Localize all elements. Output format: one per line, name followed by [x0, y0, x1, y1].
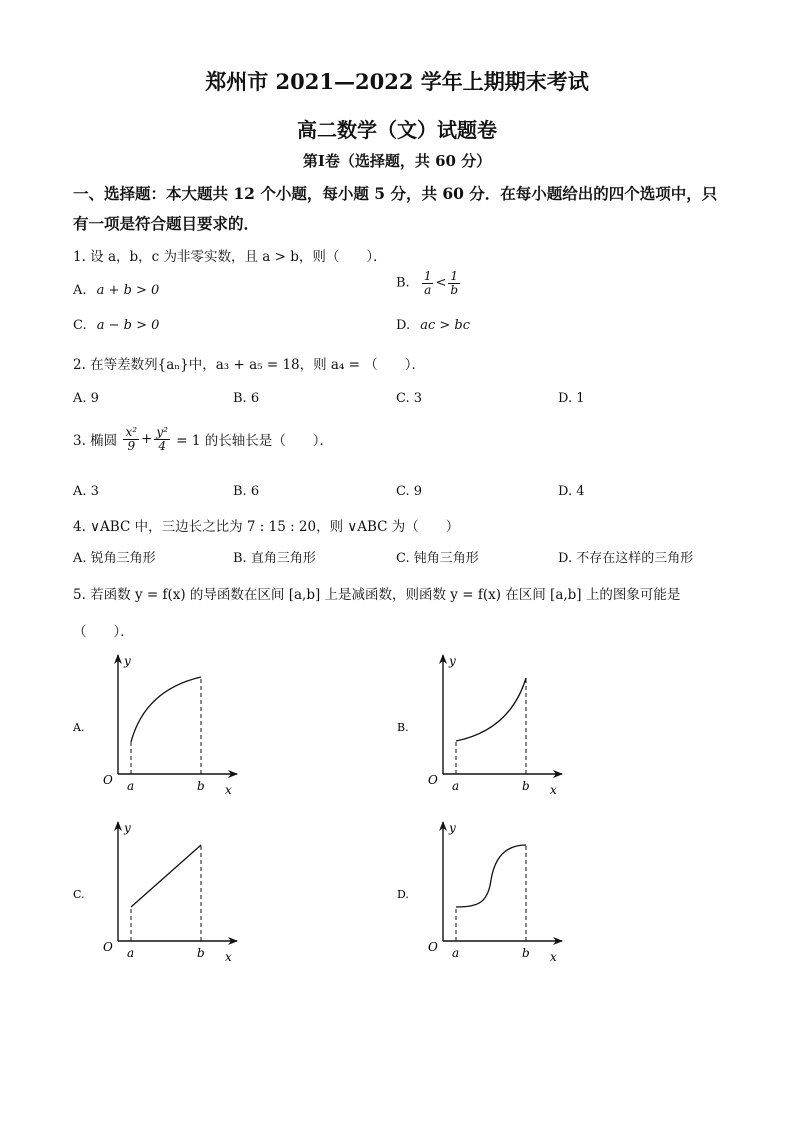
y-label: y: [449, 654, 456, 668]
graph-d-label: D.: [397, 888, 409, 901]
exam-subtitle: 高二数学（文）试题卷: [297, 118, 497, 142]
q4-option-c: C. 钝角三角形: [396, 551, 479, 566]
graph-b: [397, 654, 562, 797]
q1-option-d-label: D.: [396, 318, 411, 333]
q1-option-a-text: a + b > 0: [96, 283, 160, 298]
origin-label: O: [103, 773, 113, 787]
question-5-stem-line2: （ ）．: [73, 624, 134, 640]
q3-option-d: D. 4: [558, 484, 585, 499]
origin-label: O: [428, 773, 438, 787]
q3-option-b: B. 6: [233, 484, 260, 499]
graph-a-label: A.: [73, 721, 85, 734]
exam-title: 郑州市 2021—2022 学年上期期末考试: [205, 69, 589, 94]
q2-option-c: C. 3: [396, 391, 423, 406]
part-heading: 第Ⅰ卷（选择题，共 60 分）: [302, 152, 492, 170]
b-label: b: [197, 946, 205, 960]
graph-a-curve: [131, 677, 201, 742]
x-label: x: [225, 783, 232, 797]
section-instruction-line1: 一、选择题：本大题共 12 个小题，每小题 5 分，共 60 分．在每小题给出的四个选项中，只: [73, 184, 718, 203]
x-label: x: [550, 950, 557, 964]
section-instruction-line2: 有一项是符合题目要求的．: [73, 214, 260, 233]
q1-option-b-label: B.: [396, 275, 410, 291]
question-4-stem: 4. ∨ABC 中，三边长之比为 7 : 15 : 20，则 ∨ABC 为（ ）: [73, 519, 460, 535]
graph-b-curve: [456, 678, 526, 741]
q2-option-b: B. 6: [233, 391, 260, 406]
b-label: b: [522, 779, 530, 793]
graph-c: [73, 821, 237, 964]
q2-option-a: A. 9: [73, 391, 99, 406]
question-1-stem: 1. 设 a，b，c 为非零实数，且 a > b，则（ ）．: [73, 249, 387, 265]
q3-option-a: A. 3: [73, 484, 99, 499]
q3-stem-suffix: = 1 的长轴长是（ ）．: [176, 433, 333, 450]
q3-plus-sign: +: [141, 431, 153, 448]
y-label: y: [124, 821, 131, 835]
graph-b-label: B.: [397, 721, 409, 734]
question-2-stem: 2. 在等差数列{aₙ}中，a₃ + a₅ = 18，则 a₄ = （ ）．: [73, 357, 426, 373]
q4-option-b: B. 直角三角形: [233, 551, 316, 566]
q4-option-a: A. 锐角三角形: [73, 551, 156, 566]
fraction-denominator: 9: [127, 438, 136, 453]
q1-option-b-operator: <: [435, 275, 447, 291]
q1-option-c-label: C.: [73, 318, 87, 333]
fraction-numerator: y²: [156, 425, 168, 439]
a-label: a: [452, 779, 460, 793]
y-label: y: [449, 821, 456, 835]
fraction-numerator: x²: [125, 425, 138, 439]
x-label: x: [550, 783, 557, 797]
graph-d: [397, 821, 562, 964]
question-5-stem: 5. 若函数 y = f(x) 的导函数在区间 [a,b] 上是减函数，则函数 y = f(x) 在区间 [a,b] 上的图象可能是: [73, 587, 681, 603]
graph-a: [72, 654, 237, 797]
graph-c-line: [131, 845, 201, 907]
q4-option-d: D. 不存在这样的三角形: [558, 551, 694, 566]
q3-option-c: C. 9: [396, 484, 423, 499]
fraction-numerator: 1: [448, 270, 460, 284]
q1-option-a-label: A.: [73, 283, 87, 298]
graph-c-label: C.: [73, 888, 85, 901]
q1-option-c-text: a − b > 0: [96, 318, 160, 333]
origin-label: O: [103, 940, 113, 954]
q3-stem-prefix: 3. 椭圆: [73, 433, 118, 450]
q2-option-d: D. 1: [558, 391, 585, 406]
x-label: x: [225, 950, 232, 964]
fraction-denominator: a: [424, 282, 432, 297]
a-label: a: [127, 779, 135, 793]
y-label: y: [124, 654, 131, 668]
origin-label: O: [428, 940, 438, 954]
b-label: b: [197, 779, 205, 793]
a-label: a: [127, 946, 135, 960]
q1-option-d-text: ac > bc: [420, 318, 471, 333]
fraction-denominator: 4: [158, 438, 166, 453]
graph-d-curve: [456, 845, 526, 907]
fraction-denominator: b: [450, 282, 459, 297]
fraction-numerator: 1: [423, 269, 432, 283]
b-label: b: [522, 946, 530, 960]
a-label: a: [452, 946, 460, 960]
